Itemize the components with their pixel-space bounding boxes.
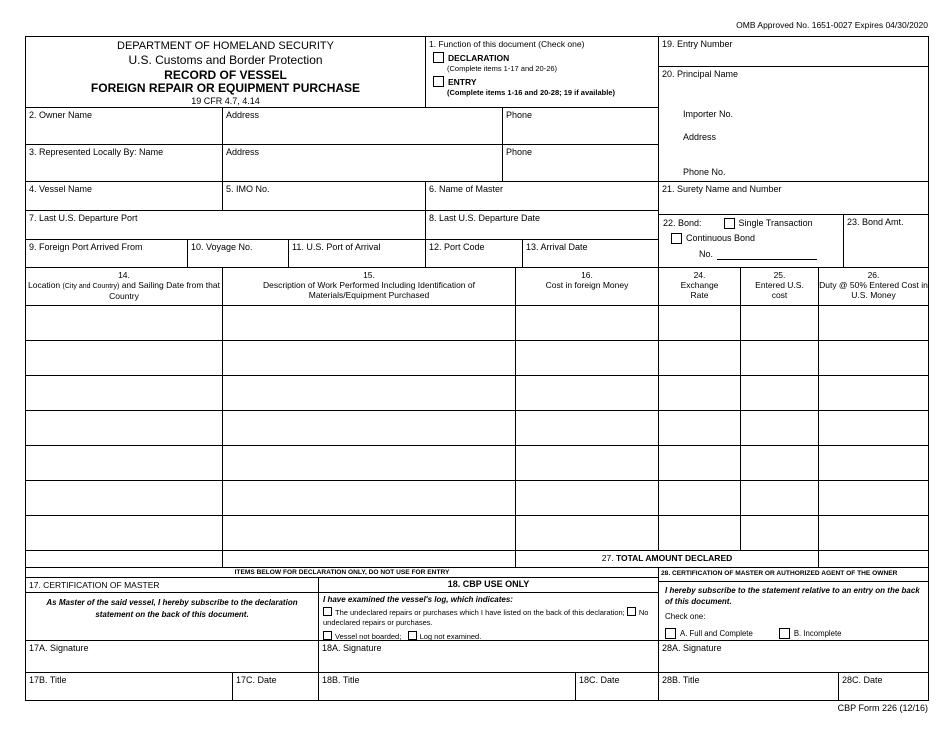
declaration-checkbox[interactable] [433,52,444,63]
col-header-entered-cost [741,268,819,306]
cert-full-label: A. Full and Complete [680,629,753,639]
bond-label: 22. Bond: [663,218,702,229]
title-28b-label: 28B. Title [662,675,700,685]
field-28a-signature[interactable] [659,641,929,673]
field-surety[interactable] [659,182,929,215]
total-label-cell [516,551,819,568]
field-18c-date[interactable] [576,673,659,701]
arrival-date-label: 13. Arrival Date [526,242,588,252]
bond-continuous-label: Continuous Bond [686,233,756,244]
rep-name-label: 3. Represented Locally By: Name [29,147,164,157]
cert-master-statement: As Master of the said vessel, I hereby subscribe to the declaration statement on the back of this document. [26,593,319,641]
table-body [26,306,929,551]
date-18c-label: 18C. Date [579,675,620,685]
cert-agent-statement: I hereby subscribe to the statement relative to an entry on the back of this document. [665,586,920,606]
total-row-cell-15 [223,551,516,568]
table-cell-row6-col1[interactable] [26,481,223,516]
bond-no-label: No. [699,249,714,259]
voyage-no-label: 10. Voyage No. [191,242,253,252]
form-title-line-2: FOREIGN REPAIR OR EQUIPMENT PURCHASE [90,81,361,96]
function-box [426,37,659,108]
col14-text-pre: Location [28,280,61,291]
field-rep-name[interactable] [26,145,223,182]
col16-label: Cost in foreign Money [545,280,629,291]
cbp-use-intro: I have examined the vessel's log, which indicates: [323,595,513,604]
title-18b-label: 18B. Title [322,675,360,685]
col-header-foreign-cost [516,268,659,306]
principal-address-label: Address [683,132,717,142]
departure-date-label: 8. Last U.S. Departure Date [429,213,541,223]
table-cell-row2-col3[interactable] [516,341,659,376]
declaration-note: (Complete items 1-17 and 20-26) [447,64,558,74]
table-cell-row7-col2[interactable] [223,516,516,551]
table-cell-row5-col6[interactable] [819,446,929,481]
field-voyage-no[interactable] [188,240,289,268]
declaration-label: DECLARATION [448,52,510,63]
col14-text-post: and Sailing Date from that Country [109,280,220,302]
table-cell-row1-col5[interactable] [741,306,819,341]
table-cell-row7-col1[interactable] [26,516,223,551]
cbp-log-label: Log not examined. [419,632,482,642]
title-17b-label: 17B. Title [29,675,67,685]
col-header-location [26,268,223,306]
table-cell-row6-col2[interactable] [223,481,516,516]
cbp-not-boarded-checkbox[interactable] [323,631,332,640]
table-cell-row5-col1[interactable] [26,446,223,481]
field-arrival-port[interactable] [289,240,426,268]
form-number: CBP Form 226 (12/16) [837,703,928,713]
omb-approval: OMB Approved No. 1651-0027 Expires 04/30/2020 [736,20,928,30]
col15-label: Description of Work Performed Including Identification of Materials/Equipment Purchased [263,280,475,301]
total-row-cell-14 [26,551,223,568]
field-owner-phone[interactable] [503,108,659,145]
bond-box [659,215,844,268]
table-cell-row6-col4[interactable] [659,481,741,516]
col24-number: 24. [693,270,706,280]
table-cell-row3-col6[interactable] [819,376,929,411]
bond-amt-label: 23. Bond Amt. [847,217,904,227]
owner-name-label: 2. Owner Name [29,110,93,120]
bond-continuous-checkbox[interactable] [671,233,682,244]
total-label: TOTAL AMOUNT DECLARED [615,553,733,563]
owner-address-label: Address [226,110,260,120]
entry-checkbox[interactable] [433,76,444,87]
dept-line-1: DEPARTMENT OF HOMELAND SECURITY [117,40,334,52]
table-cell-row3-col4[interactable] [659,376,741,411]
cbp-undeclared-checkbox[interactable] [323,607,332,616]
table-cell-row5-col5[interactable] [741,446,819,481]
col-header-exchange-rate [659,268,741,306]
cbp-form-226 [25,36,929,701]
field-28c-date[interactable] [839,673,929,701]
form-header-block [26,37,426,108]
field-18a-signature[interactable] [319,641,659,673]
cbp-undeclared-label: The undeclared repairs or purchases which I have listed on the back of this declaration; [335,607,625,617]
table-cell-row6-col6[interactable] [819,481,929,516]
col-header-description [223,268,516,306]
date-28c-label: 28C. Date [842,675,883,685]
table-cell-row2-col6[interactable] [819,341,929,376]
foreign-port-label: 9. Foreign Port Arrived From [29,242,143,252]
table-cell-row3-col2[interactable] [223,376,516,411]
cert-agent-options [665,628,922,639]
col25-label: Entered U.S. cost [755,280,804,301]
arrival-port-label: 11. U.S. Port of Arrival [292,242,381,252]
col16-number: 16. [581,270,593,280]
principal-phone-label: Phone No. [683,167,726,177]
table-cell-row4-col5[interactable] [741,411,819,446]
table-cell-row2-col4[interactable] [659,341,741,376]
col26-label: Duty @ 50% Entered Cost in U.S. Money [819,280,928,301]
table-cell-row7-col5[interactable] [741,516,819,551]
field-rep-phone[interactable] [503,145,659,182]
imo-no-label: 5. IMO No. [226,184,270,194]
signature-17a-label: 17A. Signature [29,643,89,653]
surety-label: 21. Surety Name and Number [662,184,782,194]
table-cell-row5-col4[interactable] [659,446,741,481]
col24-label: Exchange Rate [680,280,719,301]
field-17a-signature[interactable] [26,641,319,673]
field-departure-port[interactable] [26,211,426,240]
cert-incomplete-checkbox[interactable] [779,628,790,639]
cert-full-checkbox[interactable] [665,628,676,639]
port-code-label: 12. Port Code [429,242,485,252]
field-entry-number[interactable] [659,37,929,67]
cbp-none-label: No undeclared repairs or purchases. [323,607,649,628]
cbp-log-checkbox[interactable] [408,631,417,640]
col-header-duty [819,268,929,306]
owner-phone-label: Phone [506,110,533,120]
cbp-use-body [319,593,659,641]
cbp-none-checkbox[interactable] [627,607,636,616]
cert-master-header: 17. CERTIFICATION OF MASTER [26,578,319,593]
col14-label [26,280,222,301]
field-28b-title[interactable] [659,673,839,701]
table-cell-row2-col5[interactable] [741,341,819,376]
table-cell-row1-col2[interactable] [223,306,516,341]
master-name-label: 6. Name of Master [429,184,504,194]
importer-no-label: Importer No. [683,109,734,119]
date-17c-label: 17C. Date [236,675,277,685]
declaration-only-band: ITEMS BELOW FOR DECLARATION ONLY, DO NOT USE FOR ENTRY [26,568,659,578]
rep-phone-label: Phone [506,147,533,157]
field-master-name[interactable] [426,182,659,211]
cbp-use-header: 18. CBP USE ONLY [319,578,659,593]
table-cell-row6-col5[interactable] [741,481,819,516]
table-cell-row7-col3[interactable] [516,516,659,551]
cbp-use-options-1 [323,607,654,630]
table-cell-row4-col3[interactable] [516,411,659,446]
col15-number: 15. [363,270,375,280]
table-cell-row7-col4[interactable] [659,516,741,551]
bond-single-checkbox[interactable] [724,218,735,229]
col14-number: 14. [118,270,130,280]
entry-label: ENTRY [448,76,477,87]
field-port-code[interactable] [426,240,523,268]
table-cell-row4-col6[interactable] [819,411,929,446]
field-departure-date[interactable] [426,211,659,240]
table-cell-row2-col1[interactable] [26,341,223,376]
dept-line-2: U.S. Customs and Border Protection [128,53,323,68]
cert-incomplete-label: B. Incomplete [793,629,842,639]
field-foreign-port[interactable] [26,240,188,268]
table-cell-row4-col4[interactable] [659,411,741,446]
field-arrival-date[interactable] [523,240,659,268]
table-cell-row4-col1[interactable] [26,411,223,446]
entry-note: (Complete items 1-16 and 20-28; 19 if available) [447,88,615,98]
principal-name-label: 20. Principal Name [662,69,739,79]
table-cell-row7-col6[interactable] [819,516,929,551]
vessel-name-label: 4. Vessel Name [29,184,93,194]
table-cell-row1-col4[interactable] [659,306,741,341]
field-principal-name[interactable] [659,67,929,182]
cbp-not-boarded-label: Vessel not boarded; [335,632,402,642]
signature-28a-label: 28A. Signature [662,643,722,653]
bond-single-label: Single Transaction [738,218,813,229]
col14-text-small: (City and Country) [62,283,120,291]
field-owner-address[interactable] [223,108,503,145]
check-one-label: Check one: [665,611,706,621]
entry-number-label: 19. Entry Number [662,39,733,49]
field-imo-no[interactable] [223,182,426,211]
signature-18a-label: 18A. Signature [322,643,382,653]
field-owner-name[interactable] [26,108,223,145]
table-cell-row3-col3[interactable] [516,376,659,411]
rep-address-label: Address [226,147,260,157]
departure-port-label: 7. Last U.S. Departure Port [29,213,138,223]
table-cell-row5-col2[interactable] [223,446,516,481]
field-vessel-name[interactable] [26,182,223,211]
field-bond-amt[interactable] [844,215,929,268]
col26-number: 26. [867,270,880,280]
table-cell-row3-col1[interactable] [26,376,223,411]
table-cell-row1-col6[interactable] [819,306,929,341]
form-title-line-1: RECORD OF VESSEL [164,67,287,82]
total-amount-cell[interactable] [819,551,929,568]
table-cell-row1-col1[interactable] [26,306,223,341]
bond-number-line[interactable] [717,251,817,260]
table-cell-row3-col5[interactable] [741,376,819,411]
table-cell-row1-col3[interactable] [516,306,659,341]
field-17b-title[interactable] [26,673,233,701]
function-label: 1. Function of this document (Check one) [429,39,585,49]
cfr-reference: 19 CFR 4.7, 4.14 [191,96,260,107]
table-cell-row4-col2[interactable] [223,411,516,446]
table-cell-row6-col3[interactable] [516,481,659,516]
col25-number: 25. [773,270,786,280]
table-cell-row2-col2[interactable] [223,341,516,376]
table-cell-row5-col3[interactable] [516,446,659,481]
field-rep-address[interactable] [223,145,503,182]
field-17c-date[interactable] [233,673,319,701]
total-number: 27. [601,553,614,563]
cert-agent-header: 28. CERTIFICATION OF MASTER OR AUTHORIZED AGENT OF THE OWNER [659,568,929,582]
field-18b-title[interactable] [319,673,576,701]
cert-agent-body [659,582,929,641]
